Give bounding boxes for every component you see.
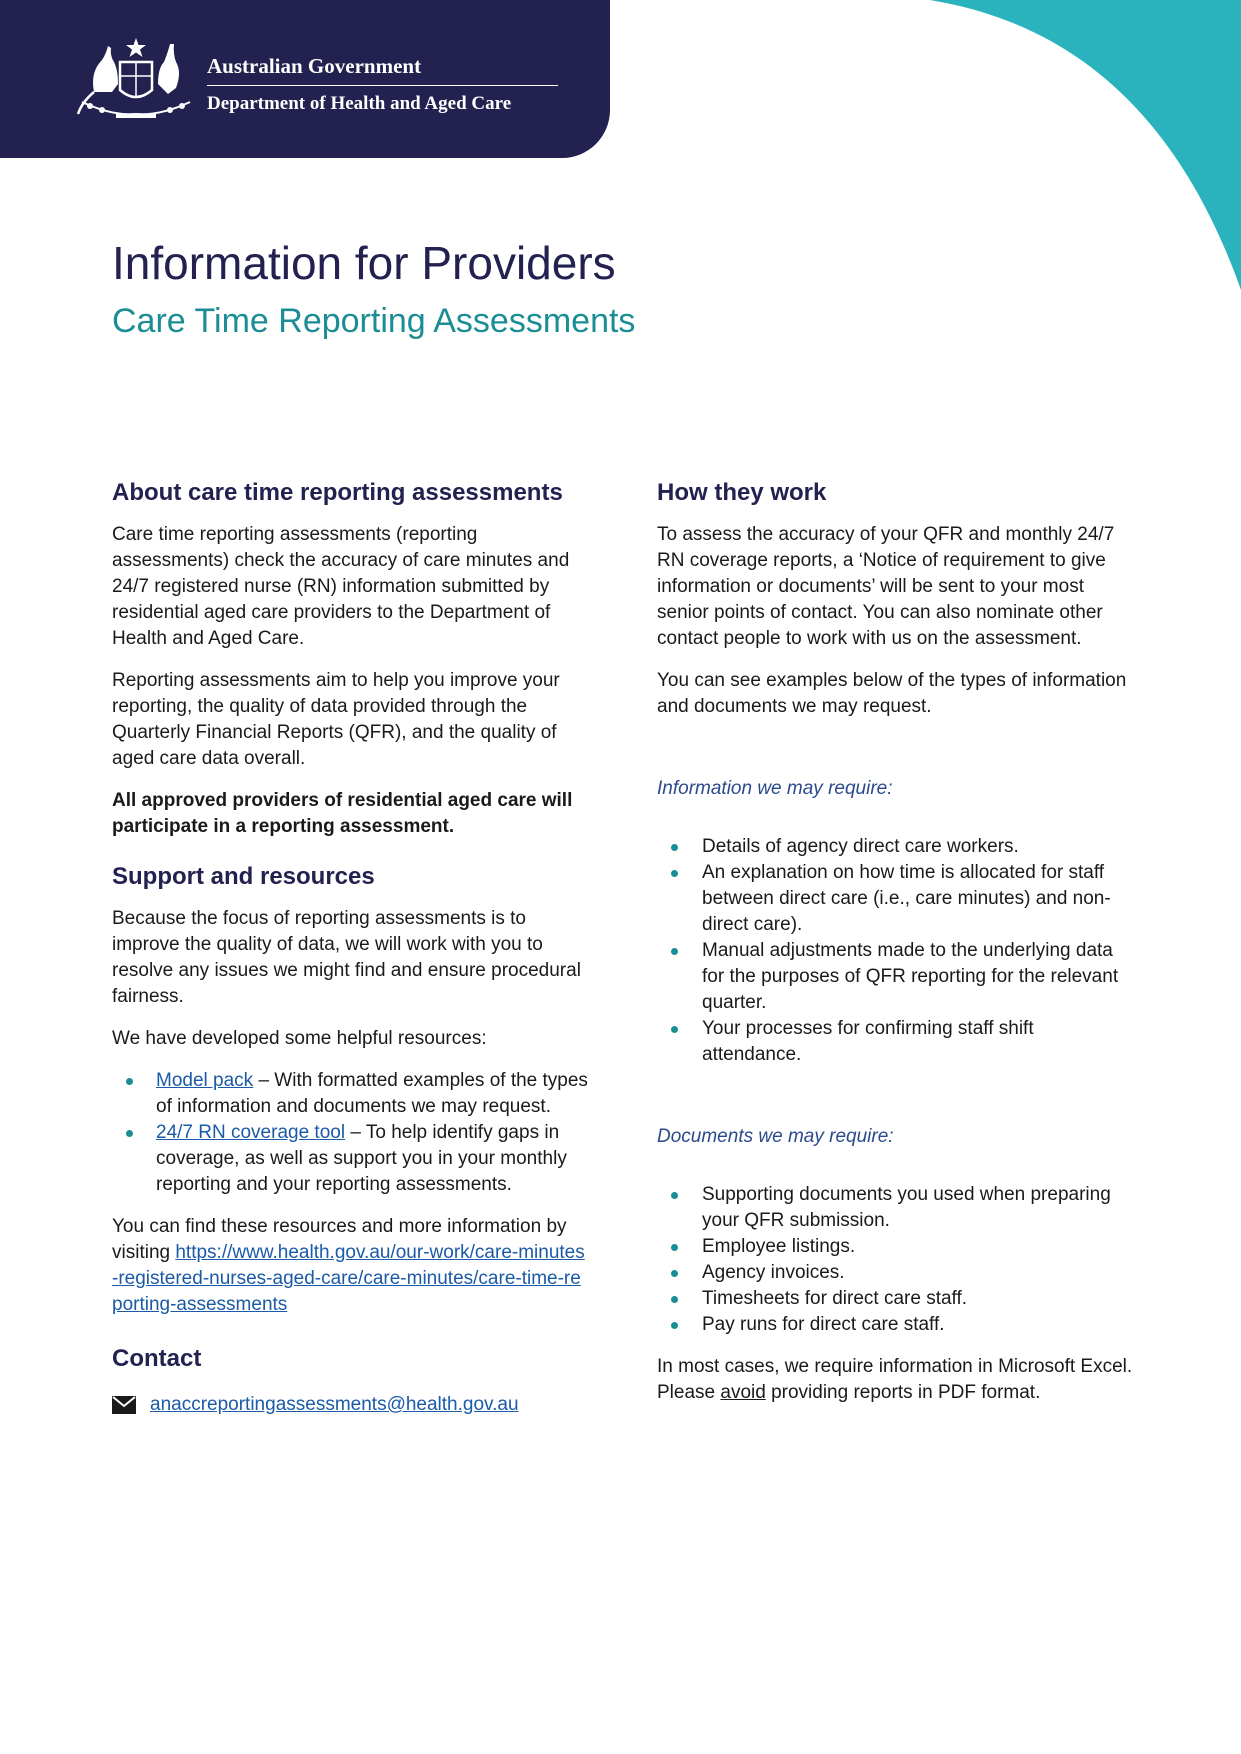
about-heading: About care time reporting assessments bbox=[112, 479, 563, 506]
list-item bbox=[657, 1182, 1133, 1234]
list-item-text: Manual adjustments made to the underlying data for the purposes of QFR reporting for the relevant quarter. bbox=[702, 940, 1119, 1013]
envelope-icon bbox=[112, 1396, 136, 1414]
closing-text: In most cases, we require information in Microsoft Excel. Please bbox=[657, 1356, 1133, 1403]
list-item bbox=[657, 1260, 1133, 1286]
how-paragraph-1: To assess the accuracy of your QFR and monthly 24/7 RN coverage reports, a ‘Notice of requirement to give information or documents’ will be sent to your most senior points of contact. You can also nominate other contact people to work with us on the assessment. bbox=[657, 524, 1115, 649]
coat-of-arms-logo bbox=[72, 32, 200, 122]
resource-description: – To help identify gaps in coverage, as well as support you in your monthly reporting and your reporting assessments. bbox=[156, 1122, 567, 1195]
list-item bbox=[657, 1312, 1133, 1338]
support-heading: Support and resources bbox=[112, 863, 375, 890]
rn-coverage-tool-link[interactable]: 24/7 RN coverage tool bbox=[156, 1122, 346, 1143]
bullet-icon bbox=[671, 844, 678, 851]
bullet-icon bbox=[671, 1270, 678, 1277]
list-item-text: Details of agency direct care workers. bbox=[702, 836, 1019, 857]
list-item bbox=[657, 1234, 1133, 1260]
bullet-icon bbox=[671, 1026, 678, 1033]
support-paragraph-2: We have developed some helpful resources: bbox=[112, 1028, 487, 1049]
list-item bbox=[112, 1120, 590, 1198]
resources-url-link[interactable]: https://www.health.gov.au/our-work/care-minutes-registered-nurses-aged-care/care-minutes/care-time-reporting-assessments bbox=[112, 1242, 585, 1315]
how-heading: How they work bbox=[657, 479, 827, 506]
header-divider bbox=[207, 85, 558, 86]
list-item-text: An explanation on how time is allocated for staff between direct care (i.e., care minutes) and non-direct care). bbox=[702, 862, 1111, 935]
about-paragraph-2: Reporting assessments aim to help you improve your reporting, the quality of data provided through the Quarterly Financial Reports (QFR), and the quality of aged care data overall. bbox=[112, 670, 560, 769]
list-item-text: Timesheets for direct care staff. bbox=[702, 1288, 968, 1309]
list-item-text: Employee listings. bbox=[702, 1236, 856, 1257]
contact-heading: Contact bbox=[112, 1345, 202, 1372]
list-item bbox=[657, 938, 1133, 1016]
bullet-icon bbox=[671, 870, 678, 877]
list-item-text: Your processes for confirming staff shift attendance. bbox=[702, 1018, 1034, 1065]
page-subtitle: Care Time Reporting Assessments bbox=[112, 302, 636, 340]
list-item-text: Supporting documents you used when preparing your QFR submission. bbox=[702, 1184, 1111, 1231]
department-name: Department of Health and Aged Care bbox=[207, 93, 512, 114]
right-column bbox=[657, 478, 1133, 1422]
page-title: Information for Providers bbox=[112, 237, 616, 289]
contact-email-link[interactable]: anaccreportingassessments@health.gov.au bbox=[150, 1394, 519, 1415]
decorative-arc bbox=[900, 0, 1241, 320]
bullet-icon bbox=[126, 1130, 133, 1137]
documents-list bbox=[657, 1182, 1133, 1338]
find-more-text: You can find these resources and more information by visiting bbox=[112, 1216, 567, 1263]
bullet-icon bbox=[126, 1078, 133, 1085]
closing-text-end: providing reports in PDF format. bbox=[765, 1382, 1041, 1403]
list-item bbox=[657, 1016, 1133, 1068]
list-item bbox=[657, 860, 1133, 938]
about-paragraph-1: Care time reporting assessments (reporting assessments) check the accuracy of care minutes and 24/7 registered nurse (RN) information submitted by residential aged care providers to the Department of Health and Aged Care. bbox=[112, 524, 570, 649]
list-item bbox=[657, 834, 1133, 860]
information-list bbox=[657, 834, 1133, 1068]
left-column bbox=[112, 478, 590, 1418]
bullet-icon bbox=[671, 1322, 678, 1329]
resources-list bbox=[112, 1068, 590, 1198]
bullet-icon bbox=[671, 948, 678, 955]
resource-description: – With formatted examples of the types of information and documents we may request. bbox=[156, 1070, 588, 1117]
documents-subheading: Documents we may require: bbox=[657, 1126, 894, 1147]
how-paragraph-2: You can see examples below of the types of information and documents we may request. bbox=[657, 670, 1127, 717]
closing-emphasis: avoid bbox=[720, 1382, 766, 1403]
support-paragraph-1: Because the focus of reporting assessments is to improve the quality of data, we will work with you to resolve any issues we might find and ensure procedural fairness. bbox=[112, 908, 581, 1007]
find-more-paragraph bbox=[112, 1214, 590, 1318]
about-paragraph-bold: All approved providers of residential aged care will participate in a reporting assessment. bbox=[112, 790, 573, 837]
closing-paragraph bbox=[657, 1354, 1133, 1406]
government-name: Australian Government bbox=[207, 54, 422, 78]
list-item bbox=[112, 1068, 590, 1120]
model-pack-link[interactable]: Model pack bbox=[156, 1070, 254, 1091]
bullet-icon bbox=[671, 1192, 678, 1199]
bullet-icon bbox=[671, 1244, 678, 1251]
list-item-text: Pay runs for direct care staff. bbox=[702, 1314, 945, 1335]
information-subheading: Information we may require: bbox=[657, 778, 893, 799]
list-item-text: Agency invoices. bbox=[702, 1262, 845, 1283]
bullet-icon bbox=[671, 1296, 678, 1303]
list-item bbox=[657, 1286, 1133, 1312]
contact-row bbox=[112, 1392, 590, 1418]
